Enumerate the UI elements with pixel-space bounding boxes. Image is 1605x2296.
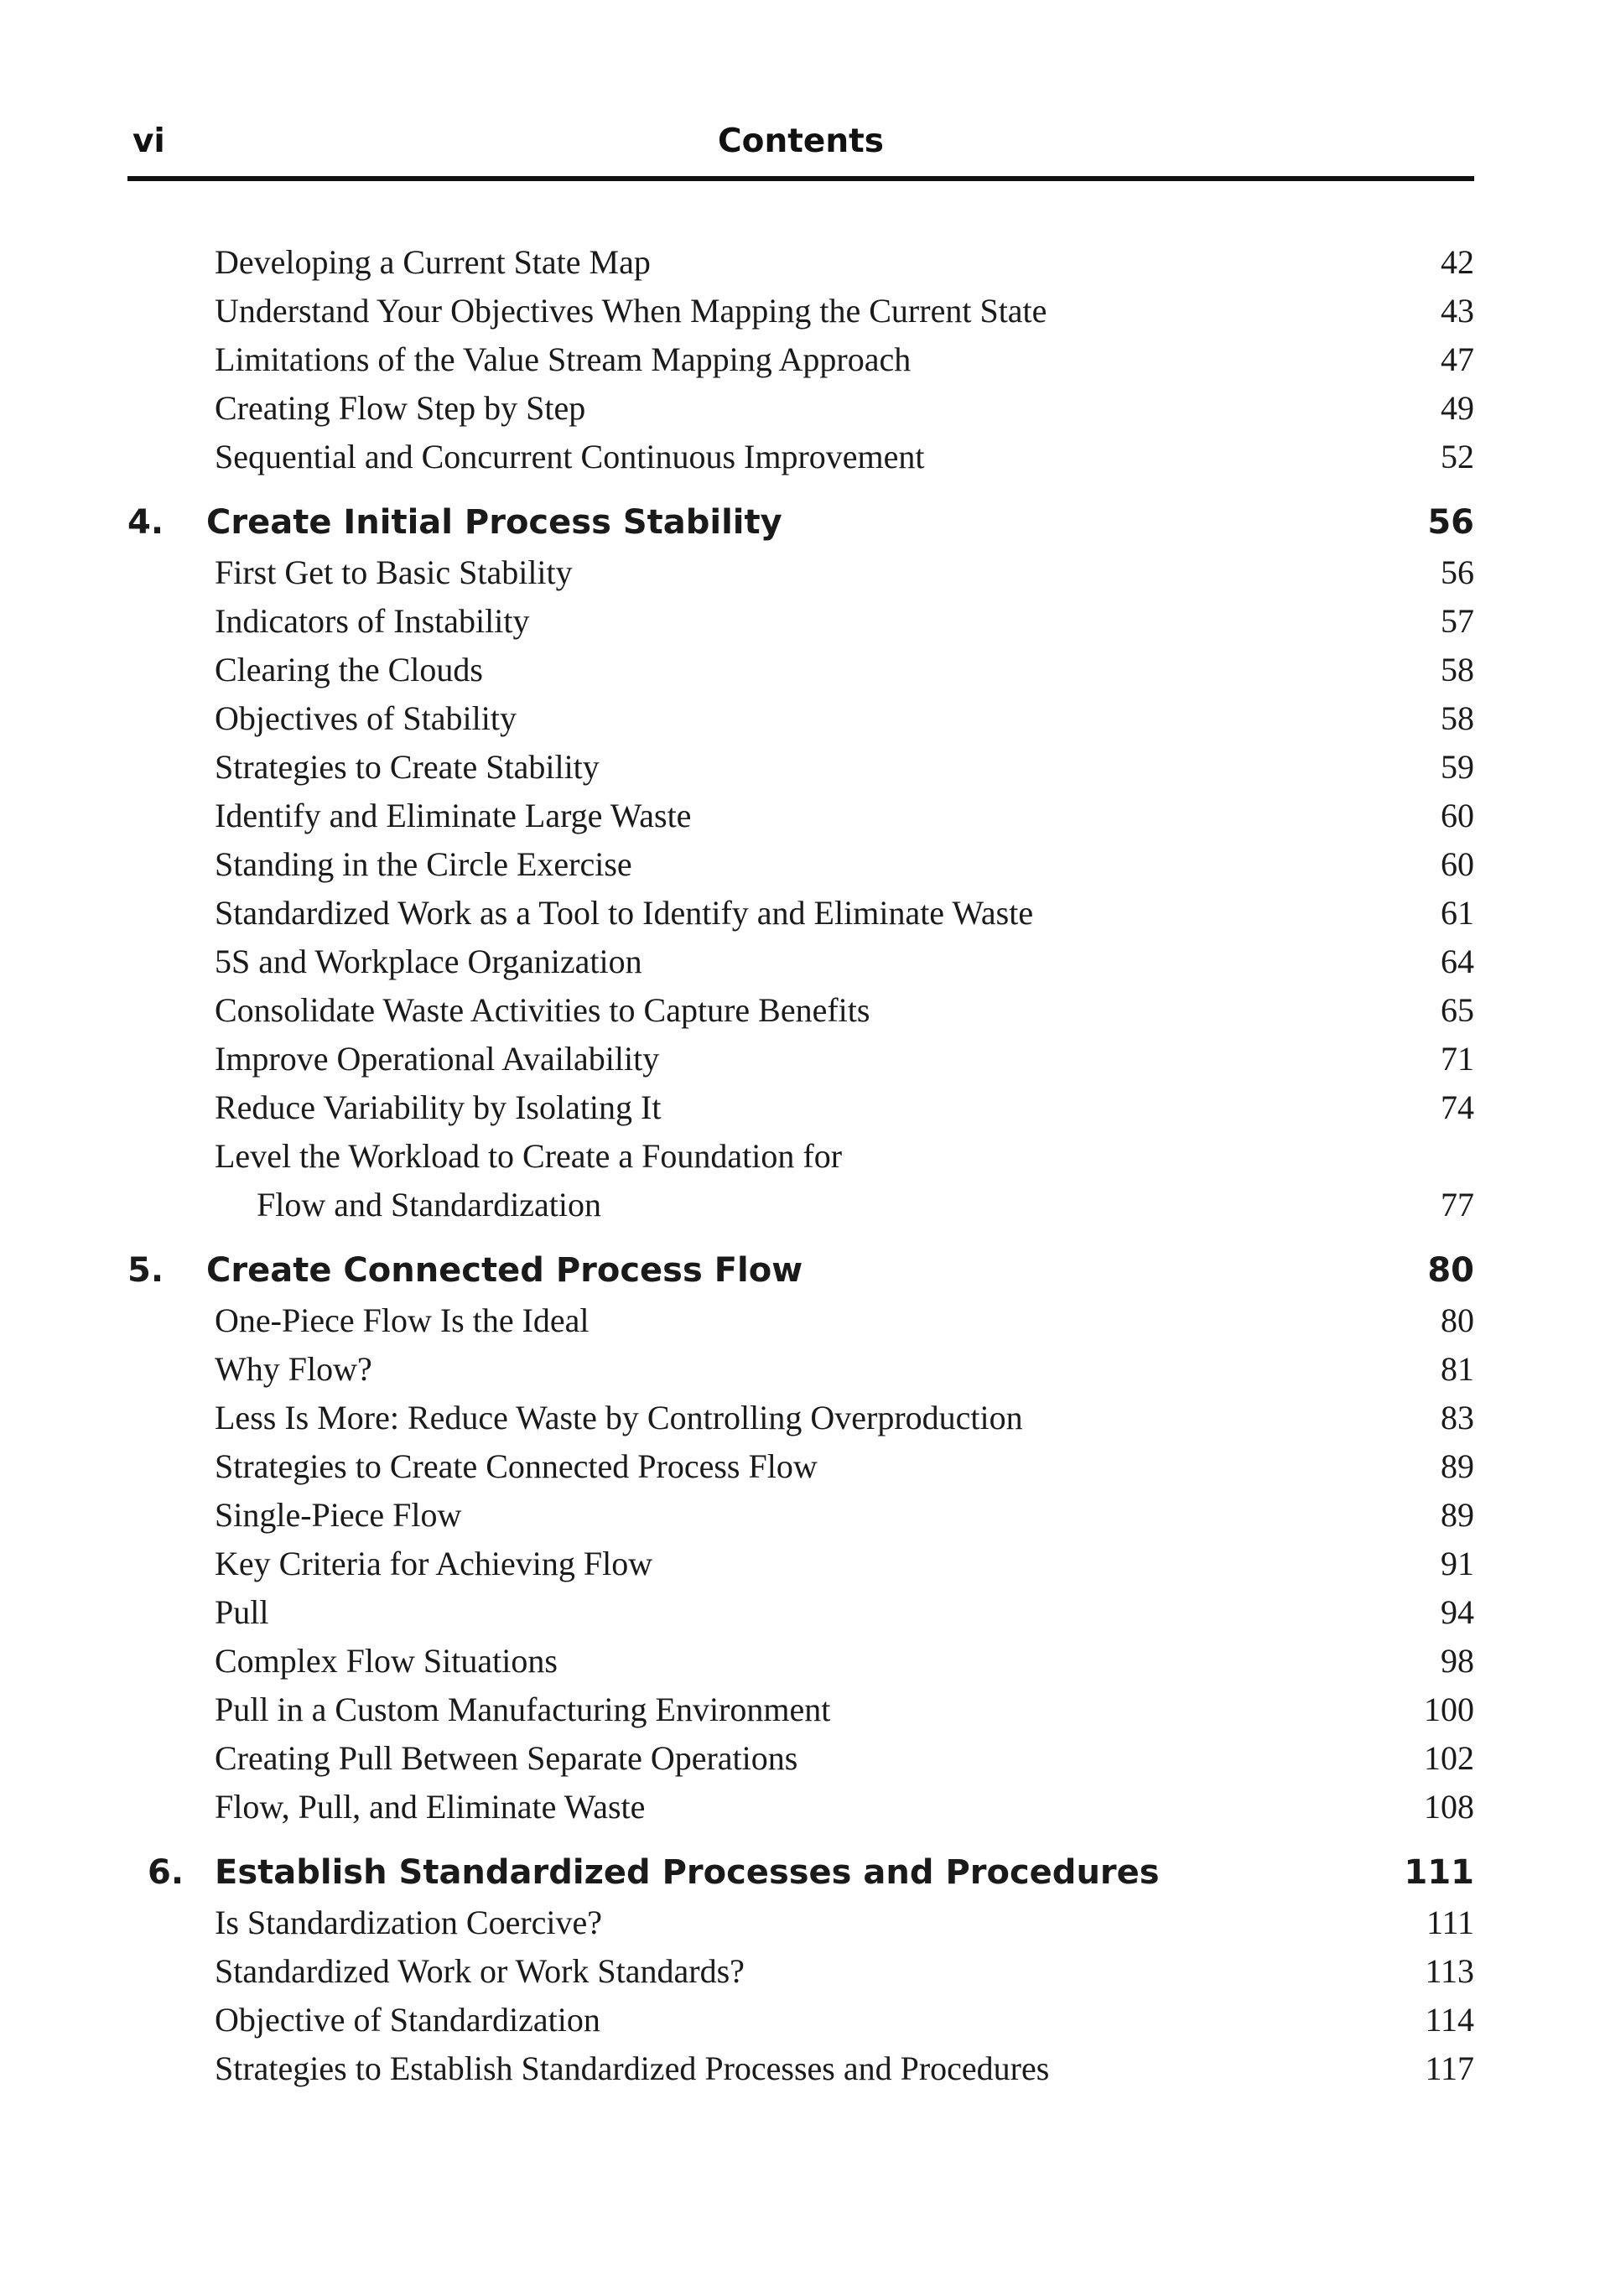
toc-entry: [0, 598, 1605, 645]
toc-entry: [0, 1899, 1605, 1946]
chapter-number: 4.: [127, 503, 164, 542]
toc-entry: [0, 1948, 1605, 1995]
toc-entry-title: Standardized Work as a Tool to Identify and Eliminate Waste: [215, 894, 1034, 932]
toc-entry-continuation: [0, 1182, 1605, 1229]
toc-entry-page: 102: [1424, 1739, 1474, 1777]
toc-entry-title: Objectives of Stability: [215, 699, 517, 737]
toc-entry-title: Understand Your Objectives When Mapping the Current State: [215, 292, 1047, 330]
toc-entry: [0, 1638, 1605, 1685]
toc-entry-title: Indicators of Instability: [215, 602, 530, 640]
toc-entry-page: 49: [1441, 389, 1474, 427]
chapter-page: 111: [1404, 1853, 1474, 1892]
toc-entry: [0, 1589, 1605, 1636]
toc-entry-title: Why Flow?: [215, 1350, 372, 1388]
toc-entry: [0, 1297, 1605, 1344]
toc-entry-page: 89: [1441, 1447, 1474, 1485]
page-number: vi: [132, 122, 165, 160]
toc-entry-title: Key Criteria for Achieving Flow: [215, 1545, 653, 1582]
toc-entry: [0, 1084, 1605, 1131]
toc-entry-title: Less Is More: Reduce Waste by Controlling Overproduction: [215, 1399, 1023, 1436]
toc-entry-title: Improve Operational Availability: [215, 1040, 660, 1078]
toc-entry-title: Creating Pull Between Separate Operations: [215, 1739, 798, 1777]
toc-entry: [0, 336, 1605, 383]
toc-entry-title: One-Piece Flow Is the Ideal: [215, 1301, 590, 1339]
toc-entry-page: 89: [1441, 1496, 1474, 1534]
toc-entry: [0, 1784, 1605, 1831]
toc-entry-title: Creating Flow Step by Step: [215, 389, 586, 427]
toc-entry-title: Single-Piece Flow: [215, 1496, 462, 1534]
toc-entry-page: 108: [1424, 1788, 1474, 1826]
toc-entry-page: 113: [1425, 1952, 1474, 1990]
chapter-number: 5.: [127, 1251, 164, 1290]
toc-entry-page: 91: [1441, 1545, 1474, 1582]
header-rule: [127, 176, 1474, 181]
toc-entry: [0, 647, 1605, 693]
running-title: Contents: [718, 122, 884, 160]
toc-entry-page: 117: [1425, 2049, 1474, 2087]
toc-entry-title: Level the Workload to Create a Foundation for: [215, 1137, 843, 1175]
toc-entry-title: Limitations of the Value Stream Mapping Approach: [215, 340, 912, 378]
toc-entry-title: Pull in a Custom Manufacturing Environment: [215, 1691, 831, 1728]
toc-entry: [0, 1686, 1605, 1733]
toc-entry-title: Flow and Standardization: [257, 1186, 602, 1223]
toc-entry-page: 114: [1425, 2001, 1474, 2039]
toc-entry: [0, 695, 1605, 742]
toc-entry-page: 64: [1441, 943, 1474, 980]
toc-entry-page: 65: [1441, 991, 1474, 1029]
toc-entry: [0, 987, 1605, 1034]
toc-entry: [0, 1036, 1605, 1083]
toc-chapter-6: [0, 1849, 1605, 1896]
toc-entry-page: 59: [1441, 748, 1474, 786]
toc-entry-title: Flow, Pull, and Eliminate Waste: [215, 1788, 646, 1826]
toc-entry-title: Clearing the Clouds: [215, 651, 483, 688]
toc-entry-title: Sequential and Concurrent Continuous Improvement: [215, 438, 925, 475]
toc-entry: [0, 1395, 1605, 1441]
toc-entry-page: 52: [1441, 438, 1474, 475]
toc-chapter-4: [0, 499, 1605, 546]
toc-entry-page: 111: [1426, 1904, 1474, 1941]
toc-entry: [0, 1133, 1605, 1180]
toc-entry-page: 60: [1441, 797, 1474, 834]
toc-entry-title: Standing in the Circle Exercise: [215, 845, 632, 883]
chapter-title: Create Connected Process Flow: [206, 1251, 803, 1290]
toc-entry: [0, 549, 1605, 596]
page-header: [127, 122, 1474, 161]
toc-entry: [0, 1540, 1605, 1587]
chapter-number: 6.: [148, 1853, 184, 1892]
toc-entry-title: Identify and Eliminate Large Waste: [215, 797, 692, 834]
toc-entry-title: 5S and Workplace Organization: [215, 943, 642, 980]
toc-entry-page: 58: [1441, 699, 1474, 737]
toc-entry: [0, 792, 1605, 839]
toc-entry: [0, 288, 1605, 335]
toc-entry: [0, 1346, 1605, 1393]
chapter-title: Create Initial Process Stability: [206, 503, 782, 542]
toc-entry-title: Consolidate Waste Activities to Capture Benefits: [215, 991, 870, 1029]
toc-entry-title: Objective of Standardization: [215, 2001, 600, 2039]
toc-entry-title: Strategies to Create Stability: [215, 748, 600, 786]
toc-entry-title: Standardized Work or Work Standards?: [215, 1952, 745, 1990]
toc-entry-page: 58: [1441, 651, 1474, 688]
toc-entry-page: 81: [1441, 1350, 1474, 1388]
toc-entry-page: 83: [1441, 1399, 1474, 1436]
toc-entry-page: 42: [1441, 243, 1474, 281]
toc-entry: [0, 2045, 1605, 2092]
toc-entry-title: Complex Flow Situations: [215, 1642, 558, 1680]
toc-entry-page: 80: [1441, 1301, 1474, 1339]
toc-entry-title: Developing a Current State Map: [215, 243, 651, 281]
toc-entry-title: Strategies to Establish Standardized Processes and Procedures: [215, 2049, 1050, 2087]
toc-entry-title: First Get to Basic Stability: [215, 553, 573, 591]
toc-entry: [0, 385, 1605, 432]
toc-entry-title: Reduce Variability by Isolating It: [215, 1088, 662, 1126]
toc-entry-page: 100: [1424, 1691, 1474, 1728]
chapter-title: Establish Standardized Processes and Procedures: [215, 1853, 1160, 1892]
toc-entry-page: 60: [1441, 845, 1474, 883]
toc-entry-page: 61: [1441, 894, 1474, 932]
toc-entry-page: 94: [1441, 1593, 1474, 1631]
toc-entry-title: Strategies to Create Connected Process Flow: [215, 1447, 818, 1485]
toc-entry: [0, 938, 1605, 985]
toc-entry: [0, 239, 1605, 286]
toc-entry: [0, 1492, 1605, 1539]
toc-entry: [0, 1735, 1605, 1782]
toc-entry-page: 57: [1441, 602, 1474, 640]
toc-entry-page: 71: [1441, 1040, 1474, 1078]
toc-entry: [0, 1997, 1605, 2044]
toc-entry-page: 56: [1441, 553, 1474, 591]
toc-chapter-5: [0, 1247, 1605, 1294]
toc-entry-title: Is Standardization Coercive?: [215, 1904, 603, 1941]
toc-entry-title: Pull: [215, 1593, 269, 1631]
toc-entry: [0, 890, 1605, 937]
toc-entry-page: 77: [1441, 1186, 1474, 1223]
toc-entry: [0, 434, 1605, 480]
chapter-page: 56: [1427, 503, 1474, 542]
toc-entry: [0, 1443, 1605, 1490]
toc-entry-page: 74: [1441, 1088, 1474, 1126]
chapter-page: 80: [1427, 1251, 1474, 1290]
toc-entry: [0, 744, 1605, 791]
toc-entry-page: 47: [1441, 340, 1474, 378]
toc-entry-page: 98: [1441, 1642, 1474, 1680]
toc-entry: [0, 841, 1605, 888]
toc-entry-page: 43: [1441, 292, 1474, 330]
